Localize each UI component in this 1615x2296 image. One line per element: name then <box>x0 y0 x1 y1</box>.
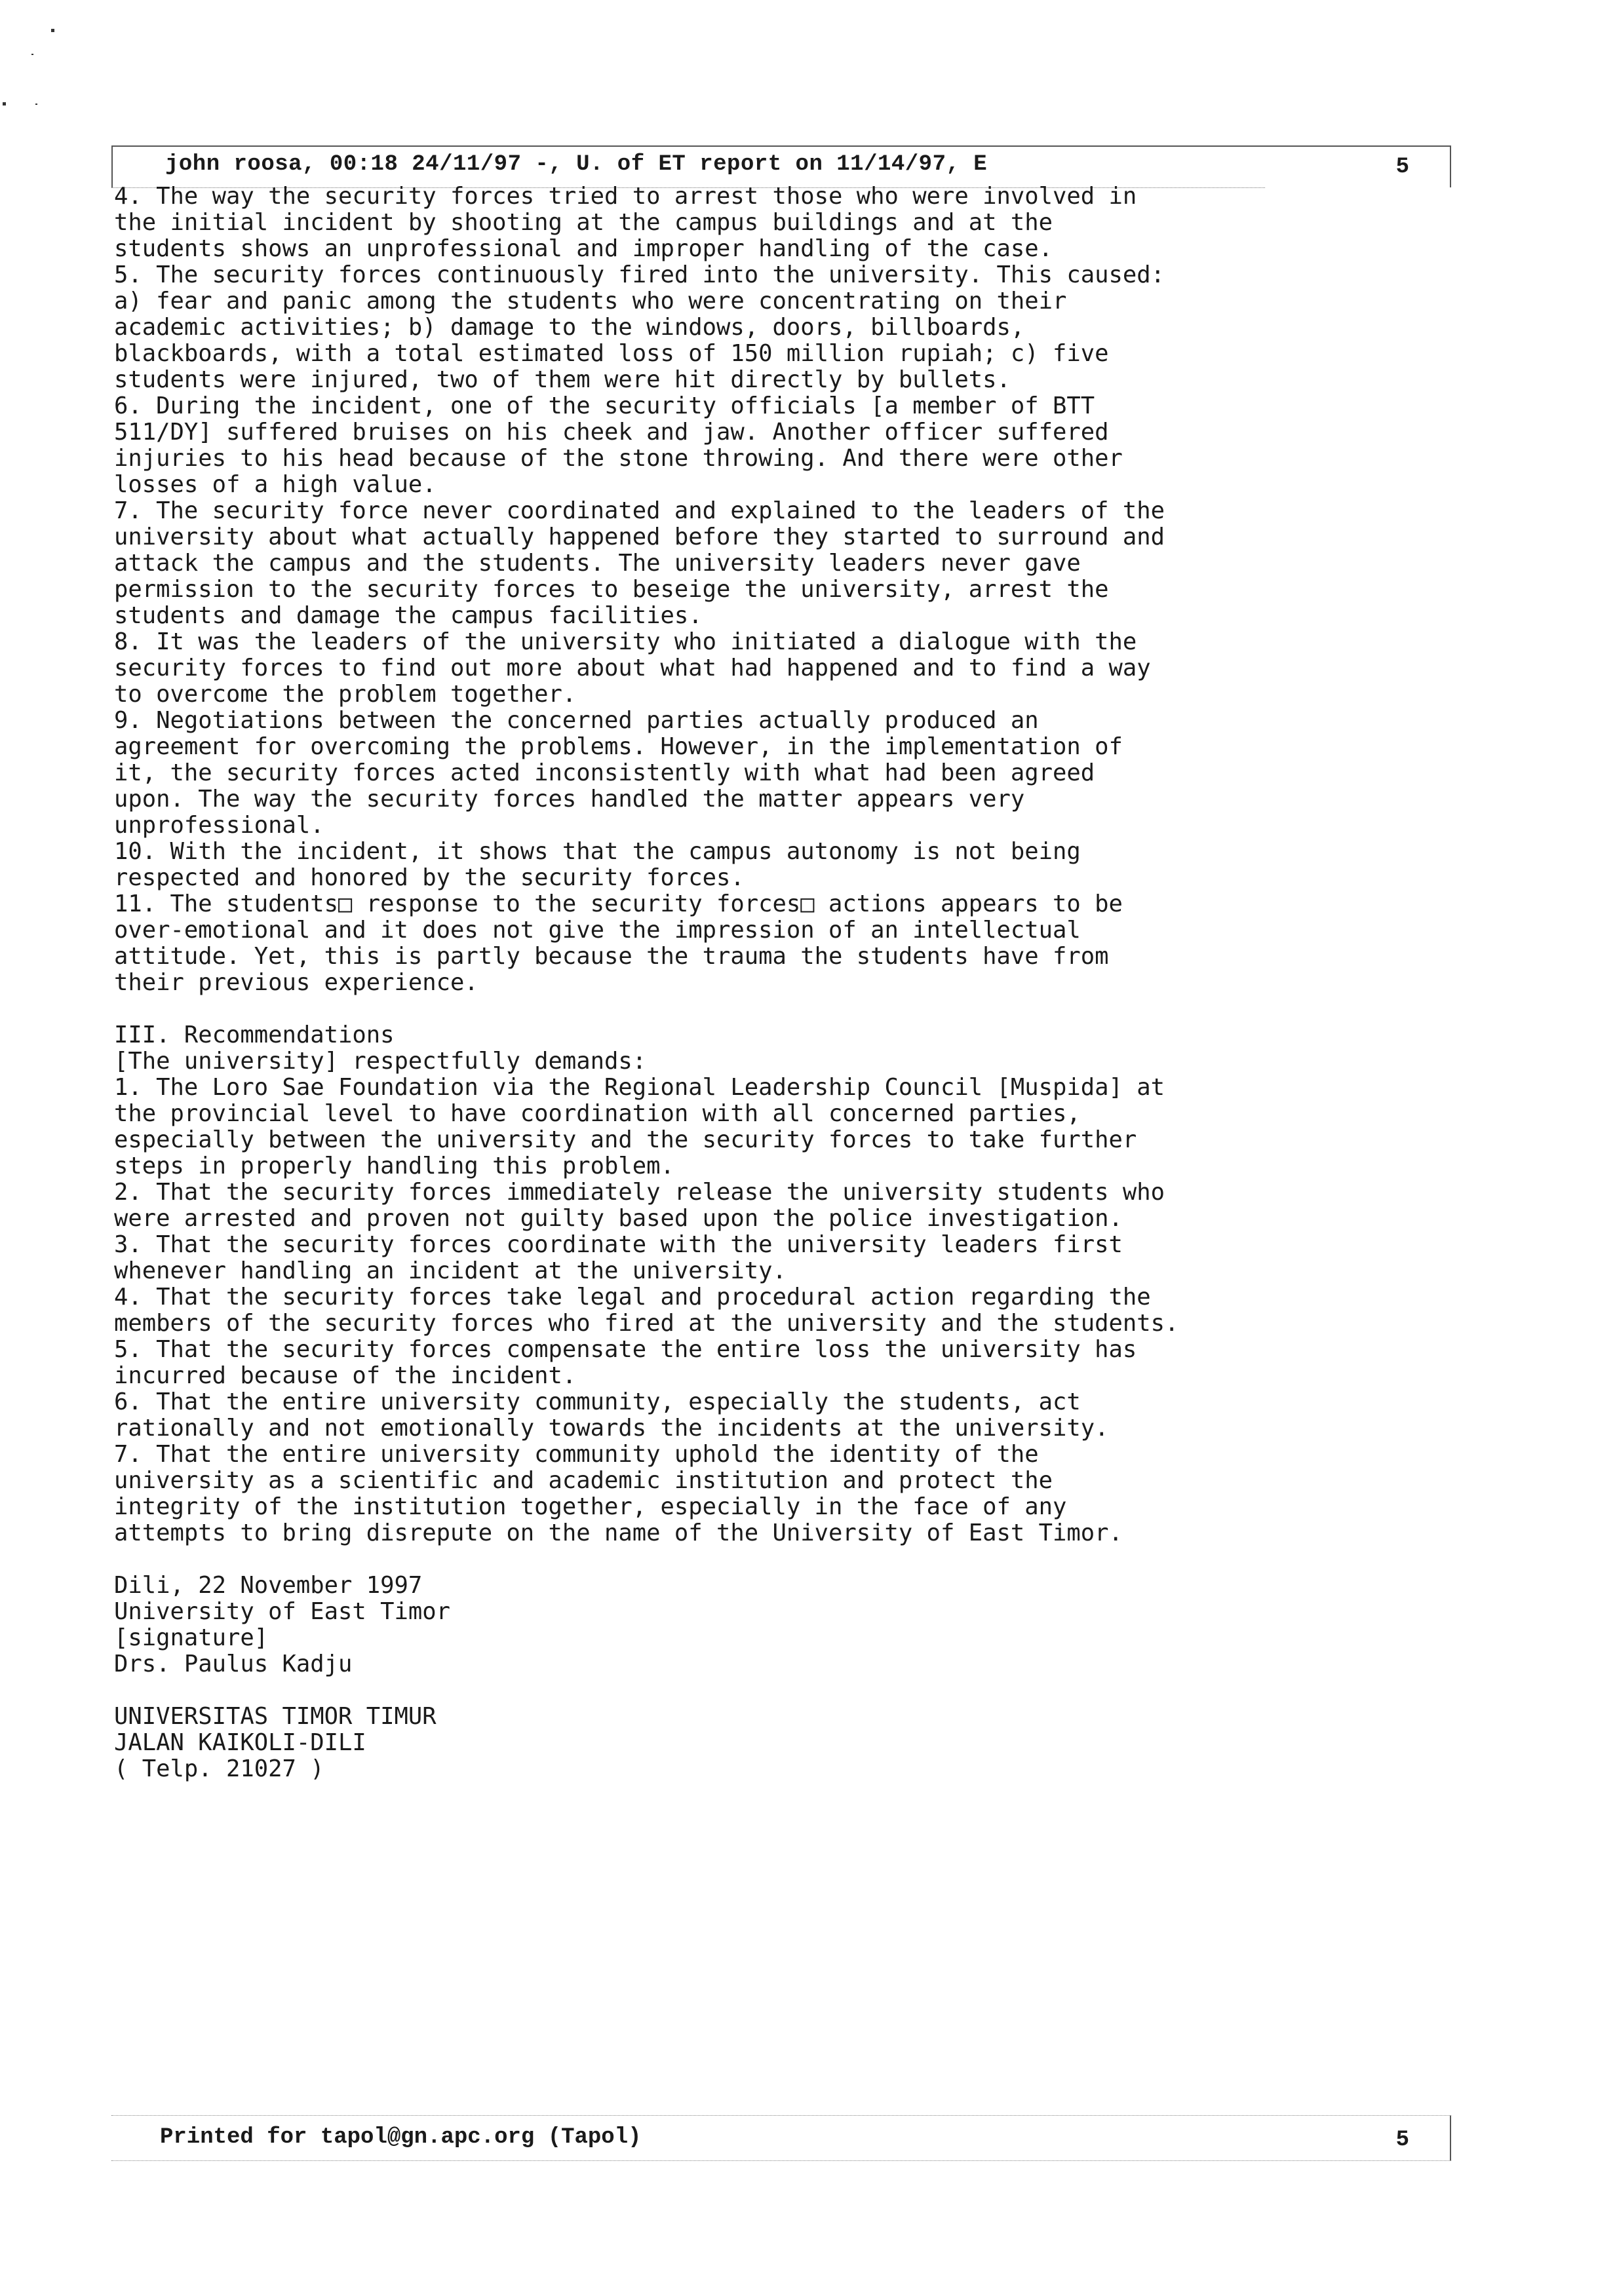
text-line: students shows an unprofessional and improper handling of the case. <box>114 235 1053 262</box>
scan-speck <box>3 102 6 105</box>
text-line: 6. That the entire university community, especially the students, act <box>114 1388 1081 1415</box>
page-header <box>111 145 1451 187</box>
text-line: 11. The students□ response to the security forces□ actions appears to be <box>114 890 1123 917</box>
text-line: 4. The way the security forces tried to arrest those who were involved in <box>114 183 1137 210</box>
text-line: 7. The security force never coordinated and explained to the leaders of the <box>114 497 1165 524</box>
signatory-name: UNIVERSITAS TIMOR TIMUR <box>114 1703 437 1730</box>
text-line: permission to the security forces to beseige the university, arrest the <box>114 576 1109 603</box>
text-line: their previous experience. <box>114 969 478 996</box>
text-line: blackboards, with a total estimated loss of 150 million rupiah; c) five <box>114 340 1109 367</box>
text-line: 1. The Loro Sae Foundation via the Regional Leadership Council [Muspida] at <box>114 1074 1165 1101</box>
text-line: injuries to his head because of the stone throwing. And there were other <box>114 445 1123 472</box>
text-line: academic activities; b) damage to the windows, doors, billboards, <box>114 314 1025 341</box>
footer-printed-for: Printed for tapol@gn.apc.org (Tapol) <box>160 2125 642 2150</box>
text-line: 4. That the security forces take legal and procedural action regarding the <box>114 1284 1151 1311</box>
text-line: University of East Timor <box>114 1598 450 1625</box>
text-line: attempts to bring disrepute on the name of the University of East Timor. <box>114 1520 1123 1546</box>
text-line: 5. The security forces continuously fired into the university. This caused: <box>114 261 1165 288</box>
header-title: john roosa, 00:18 24/11/97 -, U. of ET report on 11/14/97, E <box>165 152 988 177</box>
section-heading: III. Recommendations <box>114 1022 395 1048</box>
text-line: Dili, 22 November 1997 <box>114 1572 423 1599</box>
text-line: whenever handling an incident at the university. <box>114 1257 787 1284</box>
text-line: upon. The way the security forces handled the matter appears very <box>114 786 1025 813</box>
page-footer <box>111 2115 1451 2161</box>
text-line: to overcome the problem together. <box>114 681 577 708</box>
text-line: the provincial level to have coordination with all concerned parties, <box>114 1100 1081 1127</box>
text-line: a) fear and panic among the students who were concentrating on their <box>114 288 1067 315</box>
text-line: over-emotional and it does not give the impression of an intellectual <box>114 917 1081 944</box>
text-line: integrity of the institution together, especially in the face of any <box>114 1493 1067 1520</box>
text-line: rationally and not emotionally towards the incidents at the university. <box>114 1415 1109 1442</box>
signature-date: [signature] <box>114 1624 269 1651</box>
text-line: JALAN KAIKOLI-DILI <box>114 1729 366 1756</box>
scan-speck <box>51 29 54 32</box>
text-line: attack the campus and the students. The university leaders never gave <box>114 550 1081 577</box>
text-line: were arrested and proven not guilty based upon the police investigation. <box>114 1205 1123 1232</box>
text-line: unprofessional. <box>114 812 324 839</box>
text-line: especially between the university and the security forces to take further <box>114 1126 1137 1153</box>
text-line: university as a scientific and academic institution and protect the <box>114 1467 1053 1494</box>
scan-speck <box>31 54 33 55</box>
text-line: the initial incident by shooting at the campus buildings and at the <box>114 209 1053 236</box>
text-line: attitude. Yet, this is partly because the trauma the students have from <box>114 943 1109 970</box>
text-line: it, the security forces acted inconsistently with what had been agreed <box>114 759 1095 786</box>
header-page-number: 5 <box>1395 155 1409 180</box>
text-line: incurred because of the incident. <box>114 1362 577 1389</box>
footer-page-number: 5 <box>1395 2128 1409 2152</box>
text-line: students and damage the campus facilities. <box>114 602 703 629</box>
text-line: members of the security forces who fired at the university and the students. <box>114 1310 1179 1337</box>
text-line: 10. With the incident, it shows that the campus autonomy is not being <box>114 838 1081 865</box>
text-line: 2. That the security forces immediately release the university students who <box>114 1179 1165 1206</box>
text-line: 511/DY] suffered bruises on his cheek and jaw. Another officer suffered <box>114 419 1109 446</box>
text-line: losses of a high value. <box>114 471 437 498</box>
text-line: students were injured, two of them were hit directly by bullets. <box>114 366 1011 393</box>
text-line: 9. Negotiations between the concerned parties actually produced an <box>114 707 1039 734</box>
text-line: [The university] respectfully demands: <box>114 1048 647 1075</box>
text-line: respected and honored by the security forces. <box>114 864 745 891</box>
text-line: 7. That the entire university community uphold the identity of the <box>114 1441 1039 1468</box>
text-line: 6. During the incident, one of the security officials [a member of BTT <box>114 392 1095 419</box>
document-body <box>114 183 1451 1808</box>
text-line: steps in properly handling this problem. <box>114 1153 674 1179</box>
text-line: university about what actually happened before they started to surround and <box>114 524 1165 550</box>
text-line: 8. It was the leaders of the university who initiated a dialogue with the <box>114 628 1137 655</box>
scan-speck <box>35 104 37 105</box>
letterhead-name: ( Telp. 21027 ) <box>114 1755 324 1782</box>
text-line: 5. That the security forces compensate the entire loss the university has <box>114 1336 1137 1363</box>
text-line: 3. That the security forces coordinate with the university leaders first <box>114 1231 1123 1258</box>
text-line: security forces to find out more about what had happened and to find a way <box>114 655 1151 681</box>
text-line: agreement for overcoming the problems. However, in the implementation of <box>114 733 1123 760</box>
signature-institution: Drs. Paulus Kadju <box>114 1651 353 1677</box>
